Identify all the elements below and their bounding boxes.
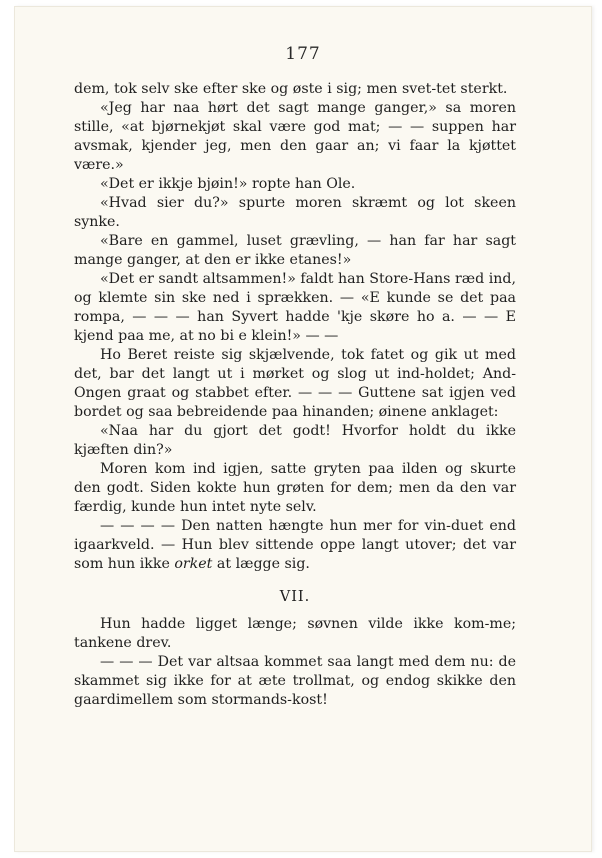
paragraph: «Hvad sier du?» spurte moren skræmt og lot skeen synke. — [74, 195, 516, 230]
paragraph: Hun hadde ligget længe; søvnen vilde ikke kom-me; tankene drev. — [74, 616, 516, 651]
paragraph: «Naa har du gjort det godt! Hvorfor holdt du ikke kjæften din?» — [74, 423, 516, 458]
paragraph-text: — — — — Den natten hængte hun mer for vin-duet end igaarkveld. — Hun blev sittende oppe langt utover; det var som hun ikke — [74, 518, 516, 572]
paragraph: «Jeg har naa hørt det sagt mange ganger,» sa moren stille, «at bjørnekjøt skal være god mat; — — suppen har avsmak, kjender jeg, men den gaar an; vi faar la kjøttet være.» — [74, 100, 516, 173]
paragraph-text: at lægge sig. — [212, 556, 310, 572]
book-page — [14, 6, 592, 852]
paragraph: Ho Beret reiste sig skjælvende, tok fatet og gik ut med det, bar det langt ut i mørket og slog ut ind-holdet; And-Ongen graat og stabbet efter. — — — Guttene sat igjen ved bordet og saa bebreidende paa hinanden; øinene anklaget: — [74, 347, 516, 420]
paragraph: Moren kom ind igjen, satte gryten paa ilden og skurte den godt. Siden kokte hun grøten for dem; men da den var færdig, kunde hun intet nyte selv. — [74, 461, 516, 515]
emphasized-word: orket — [174, 556, 213, 572]
page-number: 177 — [285, 44, 321, 64]
chapter-heading: VII. — [279, 589, 311, 605]
paragraph — [74, 517, 516, 574]
paragraph: «Det er sandt altsammen!» faldt han Store-Hans ræd ind, og klemte sin ske ned i sprækken. — «E kunde se det paa rompa, — — — han Syvert hadde 'kje skøre ho a. — — E kjend paa me, at no bi e klein!» — — — [74, 271, 516, 344]
paragraph: «Det er ikkje bjøin!» ropte han Ole. — [100, 176, 356, 192]
body-text — [74, 80, 516, 710]
paragraph: «Bare en gammel, luset grævling, — han far har sagt mange ganger, at den er ikke etanes!» — [74, 233, 516, 268]
paragraph: — — — Det var altsaa kommet saa langt med dem nu: de skammet sig ikke for at æte trollmat, og endog skikke den gaardimellem som stormands-kost! — [74, 654, 516, 708]
paragraph: dem, tok selv ske efter ske og øste i sig; men svet-tet sterkt. — [74, 81, 508, 97]
